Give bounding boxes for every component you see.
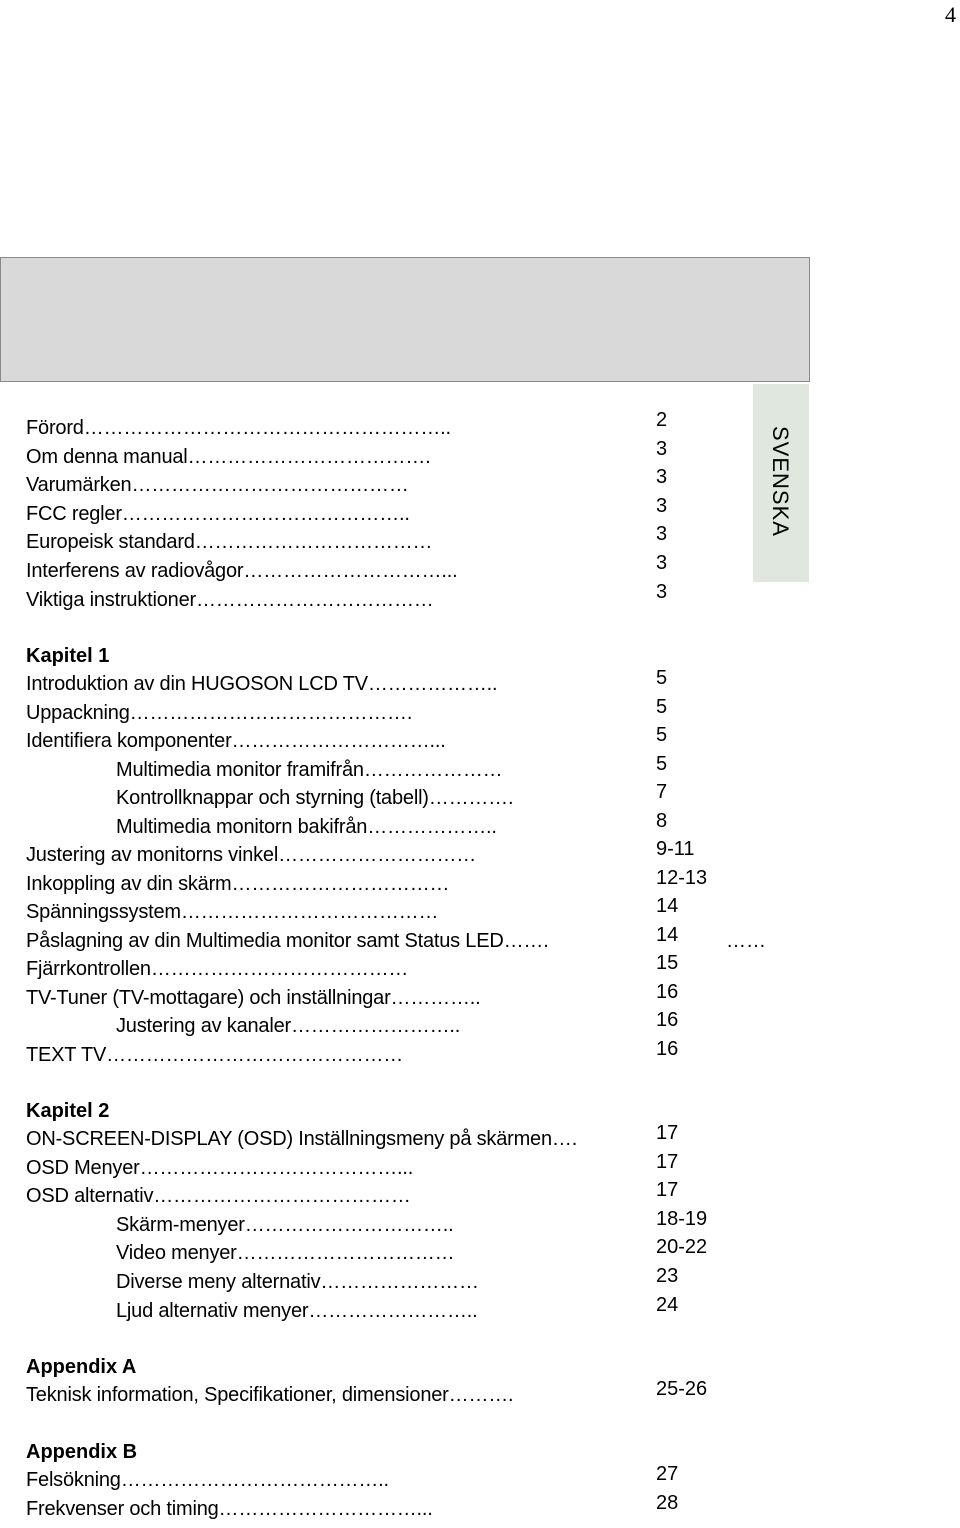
toc-entry-title: TV-Tuner (TV-mottagare) och inställningar — [26, 986, 391, 1009]
toc-entry — [26, 1469, 389, 1497]
toc-entry — [26, 901, 438, 929]
toc-leader: …………………………… — [231, 872, 450, 895]
toc-entry — [26, 673, 497, 701]
toc-page-number: 24 — [656, 1293, 679, 1316]
toc-entry — [26, 1128, 577, 1156]
toc-leader: ………….. — [390, 986, 481, 1009]
toc-entry — [26, 1271, 479, 1299]
toc-entry — [26, 958, 408, 986]
toc-entry-title: OSD Menyer — [26, 1156, 140, 1179]
toc-entry — [26, 816, 497, 844]
toc-page-number: 12-13 — [656, 866, 708, 889]
toc-entry-title: Skärm-menyer — [116, 1213, 245, 1236]
toc-leader: …………………………………… — [131, 474, 409, 497]
toc-page-number: 28 — [656, 1491, 679, 1514]
toc-entry — [26, 560, 457, 588]
toc-leader: ……………………………… — [195, 588, 434, 611]
toc-entry — [26, 787, 513, 815]
toc-entry — [26, 873, 449, 901]
toc-entry-title: Förord — [26, 417, 84, 439]
toc-leader: …………………… — [320, 1271, 479, 1293]
toc-entry-title: Justering av monitorns vinkel — [26, 844, 279, 866]
section-heading: Appendix A — [26, 1356, 137, 1378]
toc-page-number: 3 — [656, 466, 668, 489]
toc-page-number: 23 — [656, 1265, 679, 1287]
toc-page-number: 18-19 — [656, 1207, 708, 1230]
toc-entry-title: Ljud alternativ menyer — [116, 1299, 309, 1322]
toc-entry-title: Introduktion av din HUGOSON LCD TV — [26, 673, 368, 695]
toc-page-number: 17 — [656, 1150, 679, 1173]
section-heading: Kapitel 1 — [26, 645, 110, 667]
toc-entry — [26, 1300, 478, 1328]
toc-page-number: 7 — [656, 781, 668, 803]
toc-entry-title: TEXT TV — [26, 1043, 107, 1066]
toc-page-number: 16 — [656, 1037, 679, 1060]
toc-leader: ……………….. — [367, 815, 497, 838]
toc-entry — [26, 1498, 433, 1526]
toc-entry-title: Video menyer — [116, 1242, 237, 1265]
toc-entry — [26, 1242, 454, 1270]
toc-entry-title: Diverse meny alternativ — [116, 1271, 321, 1293]
toc-leader: …………………….. — [308, 1299, 478, 1322]
toc-leader: …………………………... — [218, 1497, 433, 1520]
toc-entry — [26, 930, 549, 958]
toc-leader: …………………….. — [291, 1015, 461, 1037]
toc-leader: …………………………… — [236, 1242, 455, 1265]
toc-entry-title: Viktiga instruktioner — [26, 588, 196, 611]
toc-entry — [26, 417, 451, 445]
toc-entry-title: Varumärken — [26, 474, 132, 497]
toc-leader: ………………………………. — [187, 445, 431, 468]
toc-leader: …. — [551, 1128, 578, 1150]
toc-entry-title: Multimedia monitor framifrån — [116, 758, 364, 781]
section-heading: Appendix B — [26, 1441, 138, 1463]
toc-entry-title: OSD alternativ — [26, 1185, 154, 1208]
toc-entry-title: Påslagning av din Multimedia monitor samt Status LED — [26, 929, 504, 952]
language-tab — [753, 384, 809, 582]
toc-leader: ……………………………………………….. — [83, 417, 451, 439]
page-number: 4 — [945, 2, 956, 27]
toc-entry — [26, 503, 410, 531]
toc-entry-title: ON-SCREEN-DISPLAY (OSD) Inställningsmeny på skärmen — [26, 1128, 552, 1150]
toc-leader: ………………………………… — [153, 1185, 411, 1208]
toc-page-number: 2 — [656, 409, 668, 431]
toc-entry-title: Inkoppling av din skärm — [26, 872, 232, 895]
toc-entry-title: Uppackning — [26, 701, 130, 724]
language-label: SVENSKA — [768, 426, 793, 537]
stray-leader: …… — [726, 930, 766, 952]
toc-leader: …………. — [428, 787, 514, 809]
toc-entry-title: Om denna manual — [26, 445, 188, 468]
toc-leader: ………………………….. — [244, 1213, 454, 1236]
toc-entry — [26, 589, 434, 617]
toc-leader: ……………….. — [367, 673, 498, 695]
toc-leader: …………………………... — [231, 730, 446, 752]
toc-entry-title: Interferens av radiovågor — [26, 560, 244, 582]
toc-leader: ………………………………… — [180, 901, 439, 923]
toc-entry — [26, 759, 502, 787]
toc-page-number: 9-11 — [656, 838, 695, 860]
toc-entry-title: Identifiera komponenter — [26, 730, 232, 752]
toc-leader: ……………………………… — [194, 531, 433, 554]
toc-leader: ………………………… — [278, 844, 477, 866]
toc-entry — [26, 474, 409, 502]
toc-page-number: 17 — [656, 1179, 679, 1202]
toc-leader: …………………………………... — [139, 1156, 414, 1179]
toc-page-number: 16 — [656, 1009, 679, 1031]
toc-entry — [26, 531, 432, 559]
toc-entry-title: Felsökning — [26, 1469, 121, 1491]
toc-entry-title: Fjärrkontrollen — [26, 958, 151, 980]
toc-entry — [26, 1044, 403, 1072]
toc-page-number: 14 — [656, 895, 679, 917]
toc-entry — [26, 1157, 413, 1185]
toc-page-number: 3 — [656, 523, 668, 546]
toc-page-number: 14 — [656, 923, 679, 946]
toc-page-number: 27 — [656, 1463, 679, 1485]
toc-leader: ……………………………………… — [106, 1043, 404, 1066]
toc-leader: …………………………... — [243, 560, 458, 582]
toc-entry — [26, 730, 446, 758]
toc-entry-title: Teknisk information, Specifikationer, dimensioner — [26, 1384, 449, 1406]
toc-leader: …………………………………….. — [121, 502, 410, 525]
toc-leader: ……………………………………. — [129, 701, 413, 724]
toc-page-number: 5 — [656, 667, 668, 689]
toc-entry — [26, 1185, 411, 1213]
toc-page-number: 17 — [656, 1122, 679, 1144]
toc-entry-title: Spänningssystem — [26, 901, 181, 923]
toc-entry — [26, 702, 412, 730]
toc-page-number: 8 — [656, 809, 668, 832]
toc-page-number: 3 — [656, 580, 668, 603]
toc-page-number: 5 — [656, 724, 668, 746]
toc-entry-title: Justering av kanaler — [116, 1015, 291, 1037]
toc-leader: ………………… — [363, 758, 503, 781]
toc-entry — [26, 1214, 453, 1242]
header-banner — [0, 257, 810, 382]
toc-entry — [26, 987, 480, 1015]
toc-entry-title: Multimedia monitorn bakifrån — [116, 815, 368, 838]
toc-entry-title: Europeisk standard — [26, 531, 195, 554]
toc-leader: ………………………………… — [150, 958, 409, 980]
toc-page-number: 25-26 — [656, 1378, 708, 1400]
toc-entry-title: FCC regler — [26, 502, 122, 525]
toc-page-number: 20-22 — [656, 1236, 708, 1259]
section-heading: Kapitel 2 — [26, 1100, 110, 1122]
toc-page-number: 5 — [656, 695, 668, 718]
toc-page-number: 3 — [656, 437, 668, 460]
toc-page-number: 16 — [656, 980, 679, 1003]
toc-leader: ………. — [448, 1384, 514, 1406]
toc-page-number: 15 — [656, 952, 679, 974]
toc-entry-title: Frekvenser och timing — [26, 1497, 219, 1520]
toc-leader: ………………………………….. — [120, 1469, 389, 1491]
toc-leader: ……. — [503, 929, 549, 952]
toc-entry — [26, 1384, 513, 1412]
toc-entry — [26, 844, 476, 872]
toc-page-number: 5 — [656, 752, 668, 775]
toc-entry-title: Kontrollknappar och styrning (tabell) — [116, 787, 429, 809]
toc-page-number: 3 — [656, 494, 668, 517]
toc-entry — [26, 1015, 460, 1043]
toc-entry — [26, 446, 431, 474]
toc-page-number: 3 — [656, 552, 668, 574]
